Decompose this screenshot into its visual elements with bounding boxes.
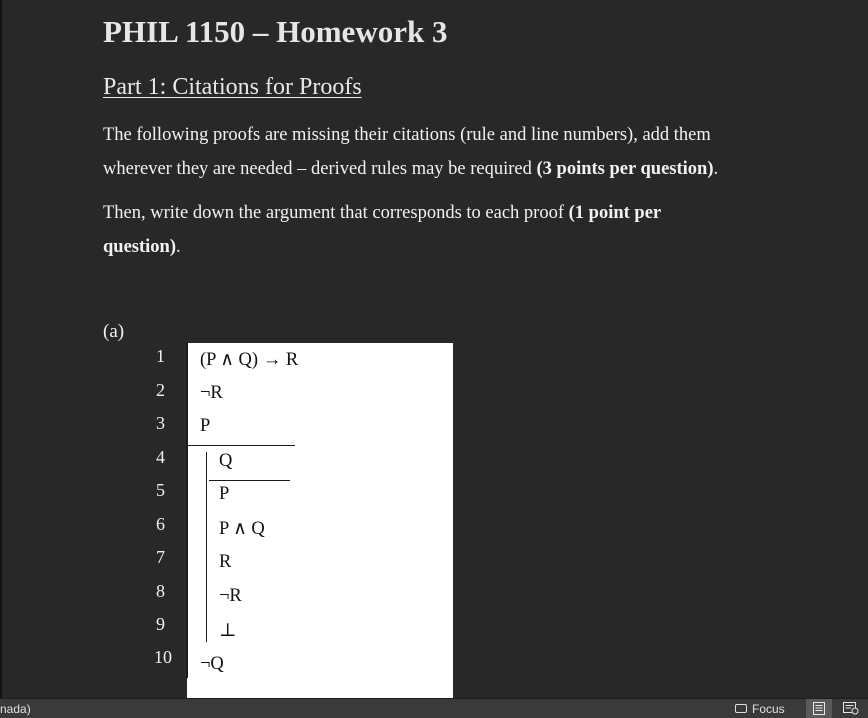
proof-formula: ¬R — [219, 586, 242, 606]
status-bar — [0, 698, 868, 718]
proof-formula: P — [200, 416, 211, 436]
proof-line-number: 10 — [154, 647, 172, 667]
proof-line-number: 9 — [156, 614, 165, 634]
proof-line-number: 6 — [156, 514, 165, 534]
focus-label: Focus — [752, 701, 785, 716]
proof-line-number: 8 — [156, 581, 165, 601]
proof-formula: ¬R — [200, 383, 223, 403]
proof-line-number: 2 — [156, 380, 165, 400]
paragraph-2-end: . — [176, 237, 181, 257]
paragraph-2-bold: (1 point per question) — [103, 203, 661, 257]
proof-formula: Q — [219, 451, 233, 471]
language-indicator[interactable]: nada) — [0, 702, 31, 716]
part-heading: Part 1: Citations for Proofs — [103, 74, 362, 100]
problem-label: (a) — [103, 321, 125, 342]
print-layout-icon — [812, 702, 826, 715]
paragraph-1-text: The following proofs are missing their citations (rule and line numbers), add them wherever they are needed – derived rules may be required — [103, 125, 711, 179]
instructions-paragraph-2 — [103, 196, 703, 264]
paragraph-2-text: Then, write down the argument that corresponds to each proof — [103, 203, 569, 223]
focus-icon — [735, 704, 747, 713]
window-left-edge — [0, 0, 2, 698]
premise-divider — [188, 445, 295, 446]
web-layout-icon — [843, 702, 859, 715]
proof-line-number: 1 — [156, 346, 165, 366]
proof-line-number: 3 — [156, 413, 165, 433]
focus-button[interactable] — [735, 701, 785, 716]
subproof-scope-bar — [206, 452, 207, 642]
print-layout-button[interactable] — [806, 699, 832, 718]
page-title: PHIL 1150 – Homework 3 — [103, 14, 448, 49]
proof-line-number: 5 — [156, 480, 165, 500]
instructions-paragraph-1 — [103, 118, 763, 186]
proof-main-scope-bar — [186, 343, 188, 678]
web-layout-button[interactable] — [838, 699, 864, 718]
proof-line-number: 7 — [156, 547, 165, 567]
paragraph-1-end: . — [713, 159, 719, 179]
proof-formula: P ∧ Q — [219, 519, 265, 539]
proof-formula: R — [219, 552, 232, 572]
proof-formula: P — [219, 484, 230, 504]
proof-formula: ¬Q — [200, 654, 224, 674]
proof-formula: (P ∧ Q) → R — [200, 350, 299, 370]
proof-formula: ⊥ — [219, 621, 237, 641]
proof-line-number: 4 — [156, 447, 165, 467]
paragraph-1-bold: (3 points per question) — [536, 159, 714, 179]
assumption-divider — [209, 480, 290, 481]
